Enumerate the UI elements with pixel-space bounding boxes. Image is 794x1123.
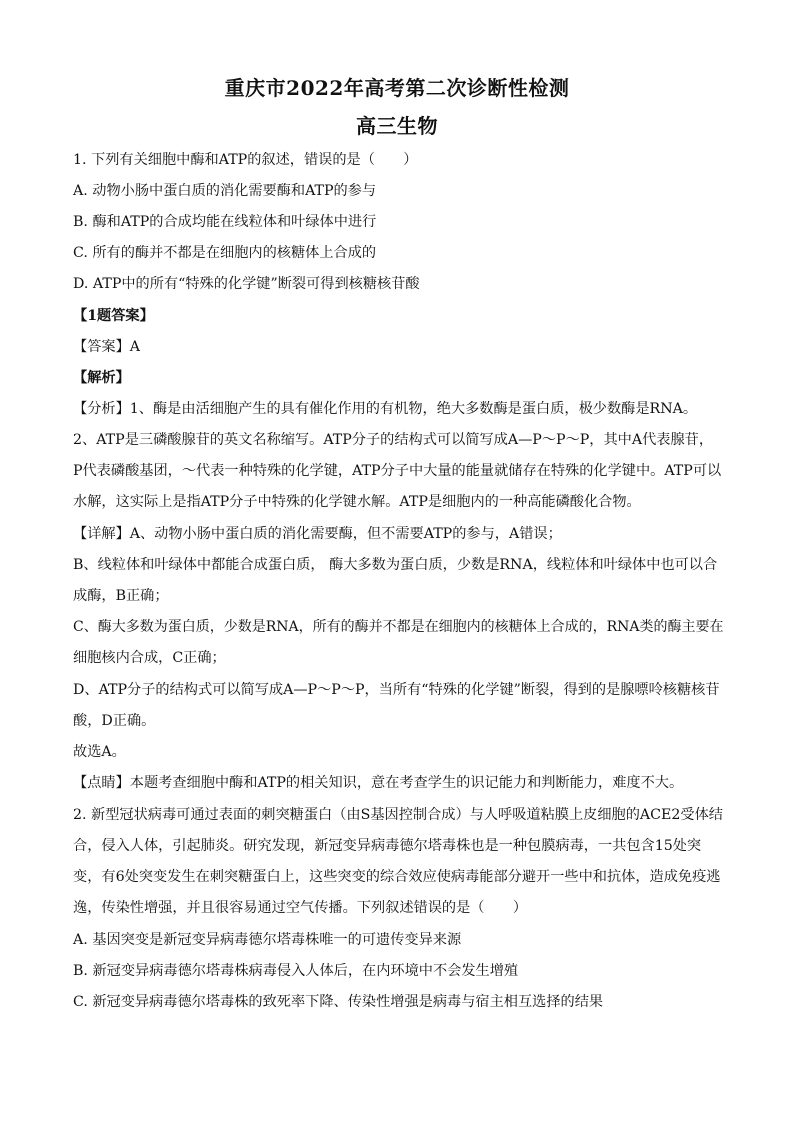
question-1-option-d: D. ATP中的所有“特殊的化学键”断裂可得到核糖核苷酸 <box>73 276 420 292</box>
question-2-option-c: C. 新冠变异病毒德尔塔毒株的致死率下降、传染性增强是病毒与宿主相互选择的结果 <box>73 994 604 1010</box>
question-1-option-a: A. 动物小肠中蛋白质的消化需要酶和ATP的参与 <box>73 183 377 199</box>
question-2-option-b: B. 新冠变异病毒德尔塔毒株病毒侵入人体后，在内环境中不会发生增殖 <box>73 963 519 979</box>
analysis-line: 【分析】1、酶是由活细胞产生的具有催化作用的有机物，绝大多数酶是蛋白质，极少数酶是RNA。 <box>73 401 698 417</box>
detail-line: 细胞核内合成，C正确； <box>73 650 226 666</box>
analysis-line: P代表磷酸基团，～代表一种特殊的化学键，ATP分子中大量的能量就储存在特殊的化学键中。ATP可以 <box>73 463 722 479</box>
question-1-stem: 1. 下列有关细胞中酶和ATP的叙述，错误的是（ ） <box>73 152 418 168</box>
detail-line: 成酶，B正确； <box>73 588 169 604</box>
question-2-stem: 变，有6处突变发生在刺突糖蛋白上，这些突变的综合效应使病毒能部分避开一些中和抗体，造成免疫逃 <box>73 869 721 885</box>
question-2-stem: 逸，传染性增强，并且很容易通过空气传播。下列叙述错误的是（ ） <box>73 900 528 916</box>
detail-line: 酸，D正确。 <box>73 713 156 729</box>
question-2-stem: 2. 新型冠状病毒可通过表面的刺突糖蛋白（由S基因控制合成）与人呼吸道粘膜上皮细胞的ACE2受体结 <box>73 807 723 823</box>
question-1-option-b: B. 酶和ATP的合成均能在线粒体和叶绿体中进行 <box>73 214 377 230</box>
document-title: 重庆市2022年高考第二次诊断性检测 <box>224 76 570 100</box>
question-2-option-a: A. 基因突变是新冠变异病毒德尔塔毒株唯一的可遗传变异来源 <box>73 932 462 948</box>
detail-line: C、酶大多数为蛋白质，少数是RNA，所有的酶并不都是在细胞内的核糖体上合成的，RNA类的酶主要在 <box>73 619 724 635</box>
analysis-line: 水解，这实际上是指ATP分子中特殊的化学键水解。ATP是细胞内的一种高能磷酸化合物。 <box>73 494 641 510</box>
comment-line: 【点睛】本题考查细胞中酶和ATP的相关知识，意在考查学生的识记能力和判断能力，难度不大。 <box>73 775 684 791</box>
answer-line: 【答案】A <box>73 339 140 355</box>
analysis-line: 2、ATP是三磷酸腺苷的英文名称缩写。ATP分子的结构式可以简写成A—P～P～P，其中A代表腺苷， <box>73 432 714 448</box>
choice-line: 故选A。 <box>73 744 126 760</box>
document-subtitle: 高三生物 <box>356 114 438 138</box>
detail-line: D、ATP分子的结构式可以简写成A—P～P～P，当所有“特殊的化学键”断裂，得到的是腺嘌呤核糖核苷 <box>73 682 720 698</box>
question-1-option-c: C. 所有的酶并不都是在细胞内的核糖体上合成的 <box>73 245 377 261</box>
answer-section-heading: 【1题答案】 <box>73 308 154 324</box>
detail-line: 【详解】A、动物小肠中蛋白质的消化需要酶，但不需要ATP的参与，A错误； <box>73 526 562 542</box>
question-2-stem: 合，侵入人体，引起肺炎。研究发现，新冠变异病毒德尔塔毒株也是一种包膜病毒，一共包含15处突 <box>73 838 702 854</box>
detail-line: B、线粒体和叶绿体中都能合成蛋白质， 酶大多数为蛋白质，少数是RNA，线粒体和叶绿体中也可以合 <box>73 557 718 573</box>
analysis-heading: 【解析】 <box>73 370 130 386</box>
